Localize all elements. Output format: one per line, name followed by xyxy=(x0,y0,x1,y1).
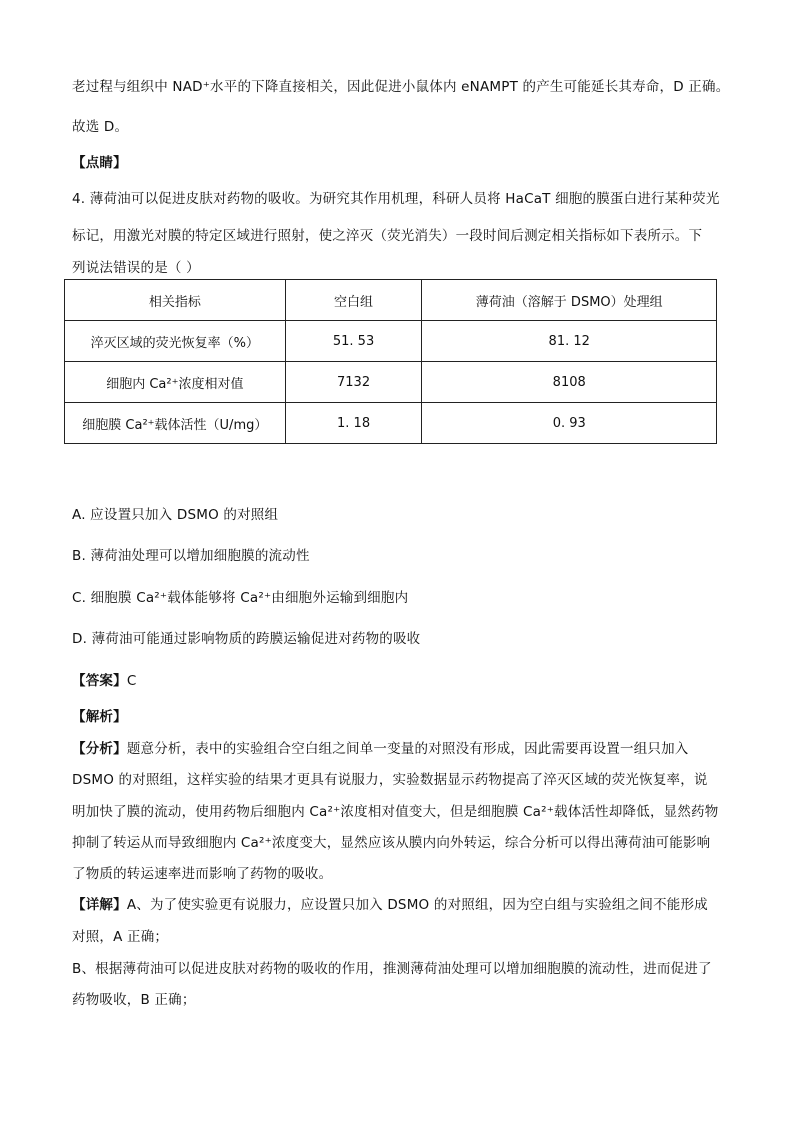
option-b: B. 薄荷油处理可以增加细胞膜的流动性 xyxy=(72,548,310,564)
analysis-xiangjie-line: 对照，A 正确； xyxy=(72,929,169,945)
table-cell: 81. 12 xyxy=(422,321,717,362)
table-row xyxy=(65,362,717,403)
answer-line xyxy=(72,669,136,689)
option-c: C. 细胞膜 Ca²⁺载体能够将 Ca²⁺由细胞外运输到细胞内 xyxy=(72,590,409,606)
table-cell: 淬灭区域的荧光恢复率（%） xyxy=(65,321,286,362)
analysis-fenxi-line: 抑制了转运从而导致细胞内 Ca²⁺浓度变大，显然应该从膜内向外转运，综合分析可以得出薄荷油可能影响 xyxy=(72,835,711,851)
question-text: 列说法错误的是（ ） xyxy=(72,260,200,276)
table-cell: 0. 93 xyxy=(422,403,717,444)
fenxi-text: 题意分析，表中的实验组合空白组之间单一变量的对照没有形成，因此需要再设置一组只加入 xyxy=(126,741,689,757)
analysis-xiangjie-line xyxy=(72,893,708,913)
fenxi-tag: 【分析】 xyxy=(72,741,127,757)
xiangjie-text: A、为了使实验更有说服力，应设置只加入 DSMO 的对照组，因为空白组与实验组之间不能形成 xyxy=(126,897,708,913)
analysis-fenxi-line: DSMO 的对照组，这样实验的结果才更具有说服力，实验数据显示药物提高了淬灭区域的荧光恢复率，说 xyxy=(72,772,708,788)
table-cell: 51. 53 xyxy=(285,321,422,362)
question-text: 4. 薄荷油可以促进皮肤对药物的吸收。为研究其作用机理，科研人员将 HaCaT 细胞的膜蛋白进行某种荧光 xyxy=(72,191,720,207)
answer-value: C xyxy=(126,673,137,689)
analysis-fenxi-line: 明加快了膜的流动，使用药物后细胞内 Ca²⁺浓度相对值变大，但是细胞膜 Ca²⁺载体活性却降低，显然药物 xyxy=(72,804,719,820)
analysis-fenxi-line xyxy=(72,737,689,757)
analysis-heading: 【解析】 xyxy=(72,709,127,725)
table-row xyxy=(65,321,717,362)
table-header-row xyxy=(65,280,717,321)
option-d: D. 薄荷油可能通过影响物质的跨膜运输促进对药物的吸收 xyxy=(72,631,421,647)
table-cell: 8108 xyxy=(422,362,717,403)
table-header-cell: 相关指标 xyxy=(65,280,286,321)
table-row xyxy=(65,403,717,444)
analysis-xiangjie-line: B、根据薄荷油可以促进皮肤对药物的吸收的作用，推测薄荷油处理可以增加细胞膜的流动性，进而促进了 xyxy=(72,961,712,977)
table-header-cell: 空白组 xyxy=(285,280,422,321)
table-cell: 1. 18 xyxy=(285,403,422,444)
table-cell: 细胞内 Ca²⁺浓度相对值 xyxy=(65,362,286,403)
option-a: A. 应设置只加入 DSMO 的对照组 xyxy=(72,507,279,523)
text-line: 老过程与组织中 NAD⁺水平的下降直接相关，因此促进小鼠体内 eNAMPT 的产生可能延长其寿命，D 正确。 xyxy=(72,79,730,95)
table-cell: 7132 xyxy=(285,362,422,403)
data-table xyxy=(64,279,717,444)
text-line: 故选 D。 xyxy=(72,119,129,135)
answer-tag: 【答案】 xyxy=(72,673,127,689)
question-text: 标记，用激光对膜的特定区域进行照射，使之淬灭（荧光消失）一段时间后测定相关指标如下表所示。下 xyxy=(72,228,703,244)
analysis-xiangjie-line: 药物吸收，B 正确； xyxy=(72,992,196,1008)
xiangjie-tag: 【详解】 xyxy=(72,897,127,913)
section-heading-dianjing: 【点睛】 xyxy=(72,155,127,171)
table-header-cell: 薄荷油（溶解于 DSMO）处理组 xyxy=(422,280,717,321)
table-cell: 细胞膜 Ca²⁺载体活性（U/mg） xyxy=(65,403,286,444)
analysis-fenxi-line: 了物质的转运速率进而影响了药物的吸收。 xyxy=(72,866,333,882)
